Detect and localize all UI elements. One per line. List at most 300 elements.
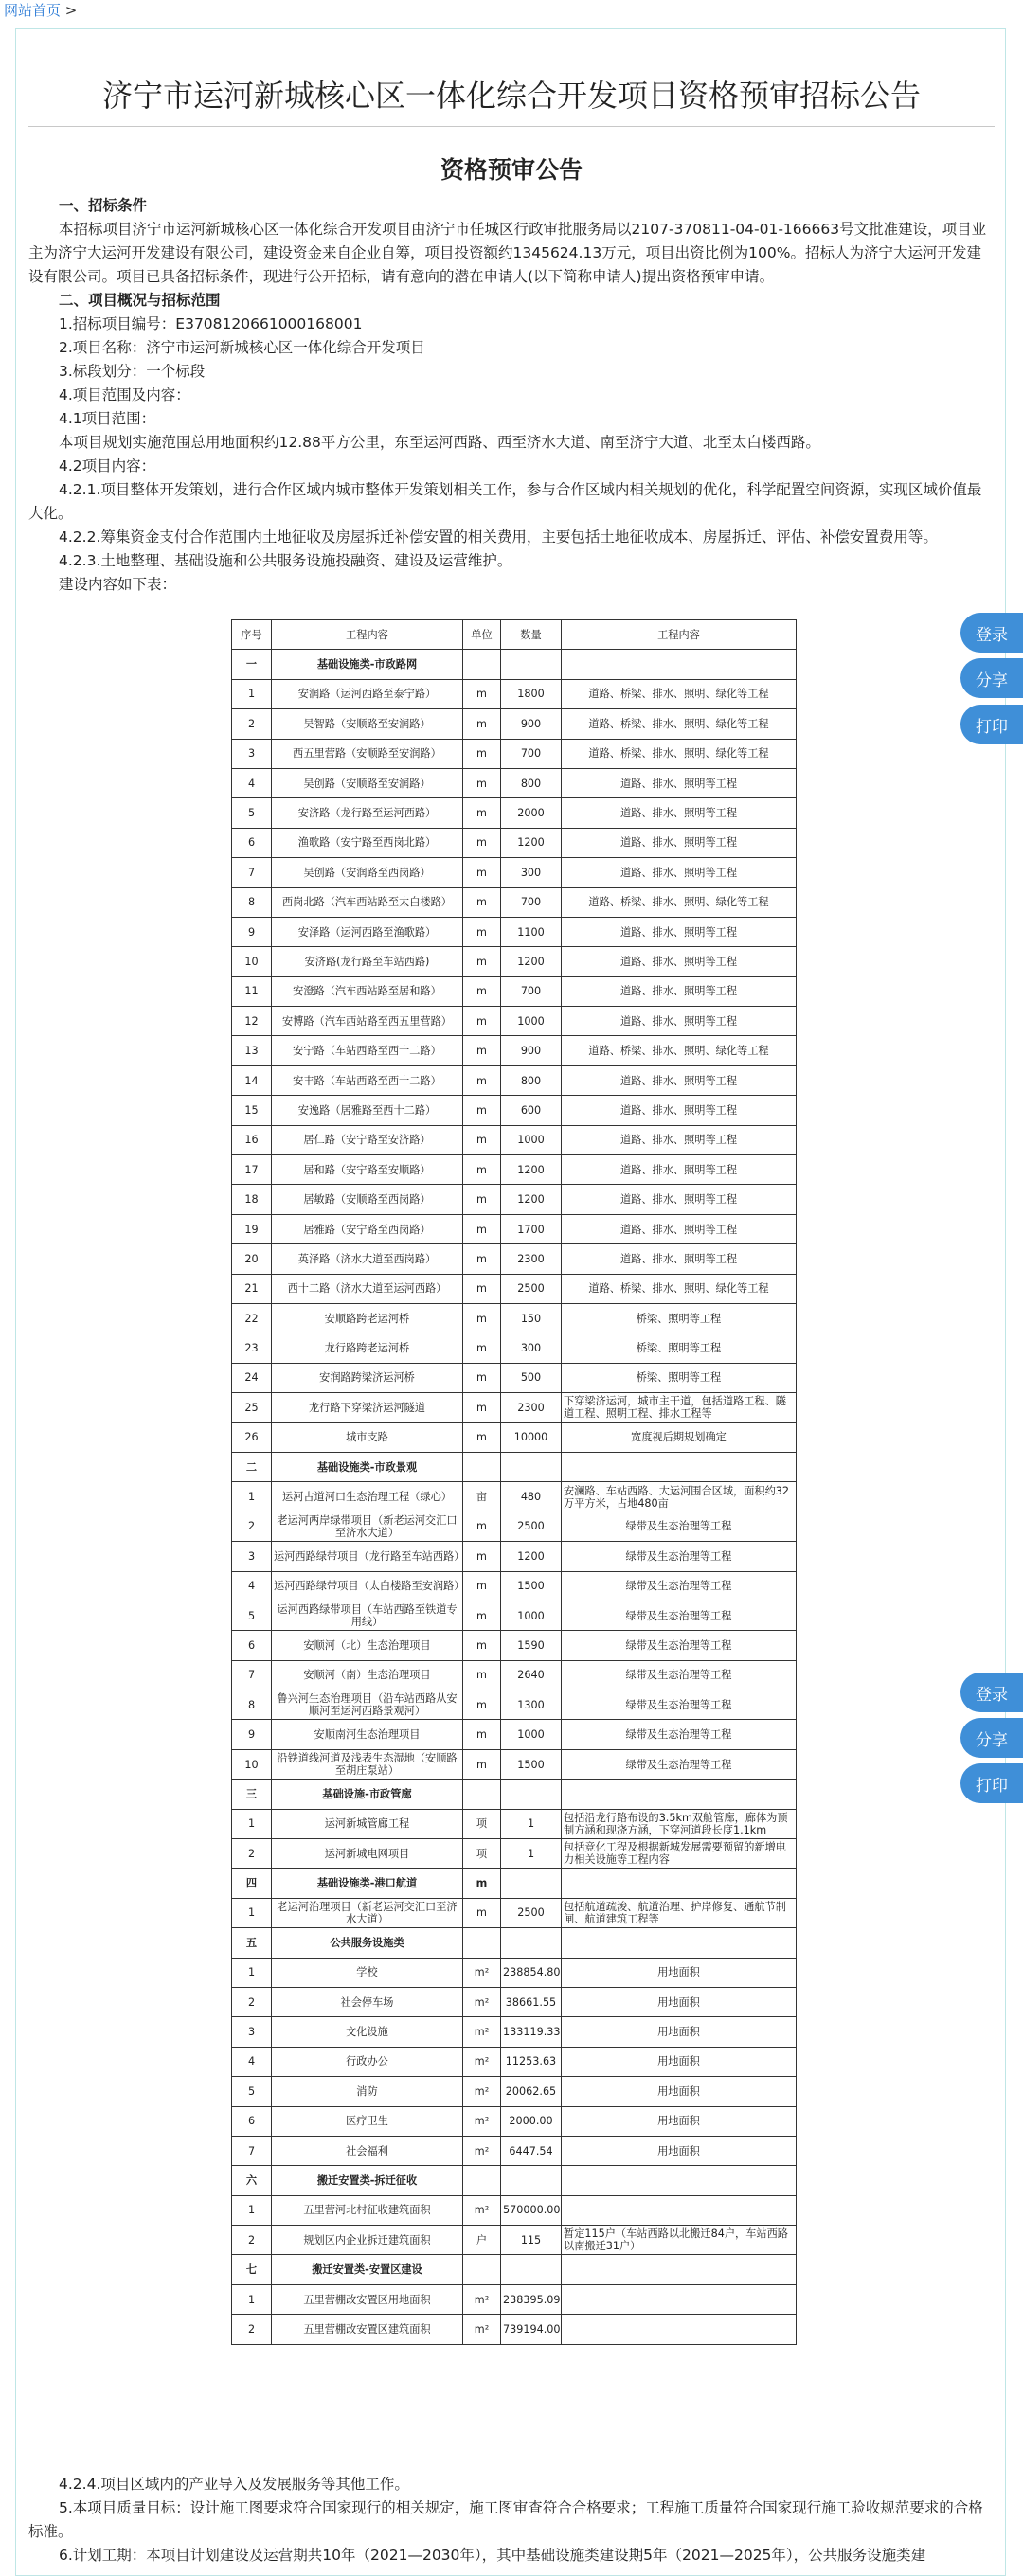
table-cell: 11 [232, 976, 272, 1006]
table-row [232, 1660, 797, 1690]
table-cell: 道路、排水、照明等工程 [562, 1185, 797, 1214]
table-cell: 2 [232, 2315, 272, 2344]
table-cell: 1100 [501, 917, 562, 946]
table-cell: 吴创路（安顺路至安润路） [272, 768, 463, 797]
table-row [232, 1422, 797, 1452]
title-divider [28, 126, 995, 127]
table-cell [562, 2255, 797, 2284]
login-button[interactable]: 登录 [960, 613, 1023, 653]
paragraph: 建设内容如下表： [59, 576, 177, 593]
table-cell: 7 [232, 858, 272, 887]
table-cell: 一 [232, 650, 272, 679]
table-row [232, 2017, 797, 2047]
table-cell: 绿带及生态治理等工程 [562, 1660, 797, 1690]
table-cell [501, 1452, 562, 1481]
table-cell: 安顺南河生态治理项目 [272, 1720, 463, 1749]
table-cell [562, 2195, 797, 2225]
table-cell: 五里营河北村征收建筑面积 [272, 2195, 463, 2225]
table-row [232, 1065, 797, 1095]
table-cell: 安顺路跨老运河桥 [272, 1303, 463, 1333]
table-cell: 3 [232, 1542, 272, 1571]
table-cell: 7 [232, 2136, 272, 2165]
notice-body-bottom [28, 2473, 995, 2567]
table-cell: 六 [232, 2166, 272, 2195]
table-cell: 安丰路（车站西路至西十二路） [272, 1065, 463, 1095]
table-cell: 七 [232, 2255, 272, 2284]
table-cell: m [463, 1542, 501, 1571]
table-cell: 700 [501, 887, 562, 917]
table-cell: 道路、排水、照明等工程 [562, 1214, 797, 1243]
table-cell [463, 1452, 501, 1481]
table-cell [463, 2166, 501, 2195]
table-row [232, 1720, 797, 1749]
table-cell [501, 2255, 562, 2284]
table-row [232, 798, 797, 828]
table-cell: m [463, 1720, 501, 1749]
table-row [232, 1214, 797, 1243]
table-cell: 安顺河（南）生态治理项目 [272, 1660, 463, 1690]
table-cell: 20 [232, 1244, 272, 1274]
table-cell: 绿带及生态治理等工程 [562, 1571, 797, 1601]
table-cell: 1000 [501, 1601, 562, 1630]
table-cell: 安济路(龙行路至车站西路) [272, 947, 463, 976]
table-cell: 道路、排水、照明等工程 [562, 1125, 797, 1154]
table-cell: 5 [232, 1601, 272, 1630]
table-cell: 6 [232, 1631, 272, 1660]
table-cell: 绿带及生态治理等工程 [562, 1749, 797, 1779]
table-cell: 英泽路（济水大道至西岗路） [272, 1244, 463, 1274]
table-cell: 道路、桥梁、排水、照明、绿化等工程 [562, 887, 797, 917]
table-cell: 基础设施类-市政路网 [272, 650, 463, 679]
table-cell: m [463, 1601, 501, 1630]
table-row [232, 1809, 797, 1838]
table-cell: 6 [232, 2106, 272, 2136]
paragraph: 4.2.1.项目整体开发策划，进行合作区域内城市整体开发策划相关工作，参与合作区域内相关规划的优化，科学配置空间资源，实现区域价值最大化。 [28, 481, 982, 522]
table-cell: m [463, 679, 501, 708]
paragraph: 4.2.3.土地整理、基础设施和公共服务设施投融资、建设及运营维护。 [59, 552, 512, 569]
construction-table [231, 619, 797, 2345]
print-button[interactable]: 打印 [960, 1763, 1023, 1803]
table-cell: 115 [501, 2226, 562, 2255]
print-button[interactable]: 打印 [960, 705, 1023, 744]
table-cell: 老运河治理项目（新老运河交汇口至济水大道） [272, 1898, 463, 1927]
table-cell: 公共服务设施类 [272, 1928, 463, 1958]
table-cell: 700 [501, 976, 562, 1006]
table-cell: 老运河两岸绿带项目（新老运河交汇口至济水大道） [272, 1512, 463, 1541]
table-cell: 1000 [501, 1007, 562, 1036]
table-cell: 16 [232, 1125, 272, 1154]
table-cell [562, 1780, 797, 1809]
table-cell: 二 [232, 1452, 272, 1481]
table-cell [562, 1928, 797, 1958]
table-cell: 900 [501, 709, 562, 739]
table-cell: 道路、桥梁、排水、照明、绿化等工程 [562, 739, 797, 768]
table-cell: 五里营棚改安置区建筑面积 [272, 2315, 463, 2344]
table-cell: m² [463, 2106, 501, 2136]
table-cell: 安逸路（居雅路至西十二路） [272, 1096, 463, 1125]
table-row [232, 2077, 797, 2106]
table-cell [501, 1928, 562, 1958]
table-cell: m [463, 887, 501, 917]
table-section-row [232, 1780, 797, 1809]
table-cell: m [463, 1155, 501, 1185]
table-cell: 三 [232, 1780, 272, 1809]
table-cell: 暂定115户（车站西路以北搬迁84户，车站西路以南搬迁31户） [562, 2226, 797, 2255]
table-cell: 13 [232, 1036, 272, 1065]
table-cell: 道路、排水、照明等工程 [562, 1065, 797, 1095]
table-cell: 1 [232, 2284, 272, 2314]
table-body [232, 650, 797, 2344]
table-cell: 道路、排水、照明等工程 [562, 1007, 797, 1036]
table-row [232, 1393, 797, 1422]
table-cell: 安澄路（汽车西站路至居和路） [272, 976, 463, 1006]
table-cell: 亩 [463, 1482, 501, 1512]
table-row [232, 2047, 797, 2076]
table-row [232, 679, 797, 708]
table-cell: 搬迁安置类-拆迁征收 [272, 2166, 463, 2195]
table-cell: 运河新城电网项目 [272, 1839, 463, 1869]
table-cell: 2 [232, 1512, 272, 1541]
table-row [232, 1125, 797, 1154]
table-cell [501, 650, 562, 679]
table-cell: m [463, 1898, 501, 1927]
table-cell: 文化设施 [272, 2017, 463, 2047]
table-cell: 道路、排水、照明等工程 [562, 858, 797, 887]
table-row [232, 1096, 797, 1125]
table-cell: m [463, 1422, 501, 1452]
table-cell: 安济路（龙行路至运河西路） [272, 798, 463, 828]
breadcrumb [4, 0, 77, 20]
table-cell: 480 [501, 1482, 562, 1512]
table-cell: 道路、排水、照明等工程 [562, 976, 797, 1006]
table-cell: 安顺河（北）生态治理项目 [272, 1631, 463, 1660]
table-cell: m [463, 709, 501, 739]
table-cell: 用地面积 [562, 1987, 797, 2016]
paragraph: 4.2.2.筹集资金支付合作范围内土地征收及房屋拆迁补偿安置的相关费用，主要包括土地征收成本、房屋拆迁、评估、补偿安置费用等。 [59, 528, 938, 546]
table-row [232, 2315, 797, 2344]
table-cell: 用地面积 [562, 2136, 797, 2165]
table-cell: 运河西路绿带项目（车站西路至铁道专用线） [272, 1601, 463, 1630]
table-cell: 133119.33 [501, 2017, 562, 2047]
table-cell: 1700 [501, 1214, 562, 1243]
table-cell: 社会福利 [272, 2136, 463, 2165]
table-cell: 1000 [501, 1125, 562, 1154]
paragraph: 1.招标项目编号：E3708120661000168001 [59, 315, 363, 332]
paragraph: 4.2项目内容： [59, 457, 156, 474]
table-cell: 26 [232, 1422, 272, 1452]
table-row [232, 1274, 797, 1303]
table-section-row [232, 1928, 797, 1958]
table-row [232, 2106, 797, 2136]
table-section-row [232, 2255, 797, 2284]
table-cell: m² [463, 2315, 501, 2344]
table-cell: 项 [463, 1839, 501, 1869]
table-cell [562, 2315, 797, 2344]
share-button[interactable]: 分享 [960, 658, 1023, 698]
table-cell: m [463, 1007, 501, 1036]
table-row [232, 976, 797, 1006]
paragraph: 2.项目名称：济宁市运河新城核心区一体化综合开发项目 [59, 339, 425, 356]
table-section-row [232, 2166, 797, 2195]
table-cell: 2000.00 [501, 2106, 562, 2136]
table-cell: 1 [501, 1809, 562, 1838]
table-section-row [232, 1452, 797, 1481]
breadcrumb-home-link[interactable]: 网站首页 [4, 2, 62, 19]
table-cell: m [463, 1631, 501, 1660]
table-cell: 五里营棚改安置区用地面积 [272, 2284, 463, 2314]
table-cell: 1300 [501, 1690, 562, 1720]
table-cell: 户 [463, 2226, 501, 2255]
table-row [232, 1185, 797, 1214]
table-cell: 18 [232, 1185, 272, 1214]
table-cell: m [463, 1749, 501, 1779]
table-cell: 25 [232, 1393, 272, 1422]
table-cell: 城市支路 [272, 1422, 463, 1452]
table-cell: m [463, 1036, 501, 1065]
table-row [232, 1333, 797, 1363]
table-cell: 学校 [272, 1958, 463, 1987]
table-cell: 238854.80 [501, 1958, 562, 1987]
table-cell: 5 [232, 2077, 272, 2106]
table-cell: m [463, 1690, 501, 1720]
table-row [232, 1631, 797, 1660]
table-cell [562, 2166, 797, 2195]
table-cell: 4 [232, 2047, 272, 2076]
table-cell: 包括竞化工程及根据新城发展需要预留的新增电力相关设施等工程内容 [562, 1839, 797, 1869]
table-cell: 1 [232, 1898, 272, 1927]
notice-subtitle: 资格预审公告 [440, 156, 583, 184]
table-cell: 21 [232, 1274, 272, 1303]
table-cell: 800 [501, 768, 562, 797]
table-row [232, 887, 797, 917]
table-cell [463, 2255, 501, 2284]
table-row [232, 858, 797, 887]
table-cell: 1200 [501, 947, 562, 976]
table-cell: 6447.54 [501, 2136, 562, 2165]
table-cell: 8 [232, 1690, 272, 1720]
table-cell: 西岗北路（汽车西站路至太白楼路） [272, 887, 463, 917]
table-row [232, 1749, 797, 1779]
table-cell: m [463, 1571, 501, 1601]
table-cell: 150 [501, 1303, 562, 1333]
table-cell: m [463, 1274, 501, 1303]
table-cell: 1200 [501, 1542, 562, 1571]
table-cell: 600 [501, 1096, 562, 1125]
table-cell: m² [463, 2047, 501, 2076]
table-cell: 1500 [501, 1571, 562, 1601]
table-cell: 7 [232, 1660, 272, 1690]
table-cell: 基础设施-市政管廊 [272, 1780, 463, 1809]
table-cell: 安润路跨梁济运河桥 [272, 1363, 463, 1392]
table-row [232, 1690, 797, 1720]
table-cell: m [463, 976, 501, 1006]
table-cell: 道路、排水、照明等工程 [562, 947, 797, 976]
table-cell: 2000 [501, 798, 562, 828]
table-cell: 2500 [501, 1512, 562, 1541]
table-cell: 20062.65 [501, 2077, 562, 2106]
table-section-row [232, 650, 797, 679]
table-row [232, 1571, 797, 1601]
table-cell: m² [463, 2195, 501, 2225]
table-row [232, 1007, 797, 1036]
table-cell: m [463, 1393, 501, 1422]
table-row [232, 1363, 797, 1392]
table-cell: 5 [232, 798, 272, 828]
table-cell: 运河西路绿带项目（太白楼路至安润路） [272, 1571, 463, 1601]
table-cell: 用地面积 [562, 1958, 797, 1987]
table-cell: 500 [501, 1363, 562, 1392]
table-cell: 24 [232, 1363, 272, 1392]
table-cell: 居仁路（安宁路至安济路） [272, 1125, 463, 1154]
table-cell: 10 [232, 947, 272, 976]
table-cell: m² [463, 2077, 501, 2106]
table-header-row [232, 620, 797, 650]
table-row [232, 1958, 797, 1987]
table-cell: 医疗卫生 [272, 2106, 463, 2136]
paragraph: 3.标段划分：一个标段 [59, 363, 206, 380]
page-title: 济宁市运河新城核心区一体化综合开发项目资格预审招标公告 [101, 78, 921, 114]
table-cell: 基础设施类-港口航道 [272, 1869, 463, 1898]
table-cell: 渔歌路（安宁路至西岗北路） [272, 828, 463, 857]
table-cell: 9 [232, 917, 272, 946]
login-button[interactable]: 登录 [960, 1673, 1023, 1712]
table-cell [501, 1780, 562, 1809]
table-row [232, 1839, 797, 1869]
table-row [232, 1155, 797, 1185]
table-cell: 1590 [501, 1631, 562, 1660]
table-cell: m [463, 768, 501, 797]
table-cell: 安博路（汽车西站路至西五里营路） [272, 1007, 463, 1036]
table-cell: 19 [232, 1214, 272, 1243]
table-row [232, 2195, 797, 2225]
table-cell: 鲁兴河生态治理项目（沿车站西路从安顺河至运河西路景观河） [272, 1690, 463, 1720]
table-cell: 安泽路（运河西路至渔歌路） [272, 917, 463, 946]
table-cell: 道路、排水、照明等工程 [562, 917, 797, 946]
table-cell: 包括航道疏浚、航道治理、护岸修复、通航节制闸、航道建筑工程等 [562, 1898, 797, 1927]
paragraph: 4.2.4.项目区域内的产业导入及发展服务等其他工作。 [59, 2476, 409, 2493]
table-cell: 2500 [501, 1898, 562, 1927]
table-cell [463, 650, 501, 679]
table-row [232, 2284, 797, 2314]
share-button[interactable]: 分享 [960, 1718, 1023, 1758]
table-cell: 安宁路（车站西路至西十二路） [272, 1036, 463, 1065]
table-cell: 桥梁、照明等工程 [562, 1363, 797, 1392]
table-cell: 700 [501, 739, 562, 768]
table-cell: 300 [501, 858, 562, 887]
table-cell: 包括沿龙行路布设的3.5km双舱管廊，廊体为预制方涵和现浇方涵，下穿河道段长度1.1km [562, 1809, 797, 1838]
table-cell: 绿带及生态治理等工程 [562, 1690, 797, 1720]
table-cell: m² [463, 2136, 501, 2165]
column-header: 工程内容 [272, 620, 463, 650]
table-cell [463, 1928, 501, 1958]
table-cell: m [463, 1303, 501, 1333]
table-cell: 基础设施类-市政景观 [272, 1452, 463, 1481]
table-row [232, 1987, 797, 2016]
table-cell: 绿带及生态治理等工程 [562, 1720, 797, 1749]
table-cell: 行政办公 [272, 2047, 463, 2076]
table-row [232, 1303, 797, 1333]
table-cell: 17 [232, 1155, 272, 1185]
paragraph: 本招标项目济宁市运河新城核心区一体化综合开发项目由济宁市任城区行政审批服务局以2107-370811-04-01-166663号文批准建设，项目业主为济宁大运河开发建设有限公司，建设资金来自企业自筹，项目投资额约1345624.13万元，项目出资比例为100%。招标人为济宁大运河开发建设有限公司。项目已具备招标条件，现进行公开招标，请有意向的潜在申请人(以下简称申请人)提出资格预审申请。 [28, 221, 987, 285]
table-cell: 用地面积 [562, 2106, 797, 2136]
table-cell: 绿带及生态治理等工程 [562, 1542, 797, 1571]
table-cell: 道路、桥梁、排水、照明、绿化等工程 [562, 1036, 797, 1065]
table-cell: 2300 [501, 1244, 562, 1274]
table-cell: 3 [232, 2017, 272, 2047]
breadcrumb-separator: > [64, 2, 78, 19]
table-cell: 2640 [501, 1660, 562, 1690]
table-cell: m² [463, 2017, 501, 2047]
table-cell: 4 [232, 768, 272, 797]
table-cell: m [463, 1125, 501, 1154]
table-cell: 吴创路（安润路至西岗路） [272, 858, 463, 887]
table-row [232, 1898, 797, 1927]
table-cell: 9 [232, 1720, 272, 1749]
table-row [232, 1244, 797, 1274]
table-cell: 居雅路（安宁路至西岗路） [272, 1214, 463, 1243]
table-cell: 10000 [501, 1422, 562, 1452]
table-cell: 安澜路、车站西路、大运河围合区域，面积约32万平方米，占地480亩 [562, 1482, 797, 1512]
table-cell: 12 [232, 1007, 272, 1036]
table-cell: m [463, 1869, 501, 1898]
table-cell: 1200 [501, 1185, 562, 1214]
table-row [232, 709, 797, 739]
table-cell: m [463, 947, 501, 976]
table-cell: 搬迁安置类-安置区建设 [272, 2255, 463, 2284]
table-row [232, 917, 797, 946]
table-cell: 龙行路下穿梁济运河隧道 [272, 1393, 463, 1422]
table-row [232, 2226, 797, 2255]
table-cell: 238395.09 [501, 2284, 562, 2314]
paragraph: 本项目规划实施范围总用地面积约12.88平方公里，东至运河西路、西至济水大道、南至济宁大道、北至太白楼西路。 [59, 434, 820, 451]
column-header: 数量 [501, 620, 562, 650]
table-row [232, 947, 797, 976]
table-cell: 道路、排水、照明等工程 [562, 1096, 797, 1125]
table-cell: 570000.00 [501, 2195, 562, 2225]
table-cell: m [463, 1363, 501, 1392]
table-cell: 739194.00 [501, 2315, 562, 2344]
table-cell: 下穿梁济运河，城市主干道，包括道路工程、隧道工程、照明工程、排水工程等 [562, 1393, 797, 1422]
table-cell: 居和路（安宁路至安顺路） [272, 1155, 463, 1185]
table-cell: 道路、排水、照明等工程 [562, 1155, 797, 1185]
table-cell: 1000 [501, 1720, 562, 1749]
table-cell [562, 1869, 797, 1898]
column-header: 单位 [463, 620, 501, 650]
table-cell: 1500 [501, 1749, 562, 1779]
table-cell: 运河西路绿带项目（龙行路至车站西路） [272, 1542, 463, 1571]
table-cell: 2 [232, 709, 272, 739]
notice-body-top [28, 194, 995, 597]
table-cell: 绿带及生态治理等工程 [562, 1601, 797, 1630]
table-cell: 1 [232, 1809, 272, 1838]
table-cell: 1200 [501, 828, 562, 857]
table-cell: 2500 [501, 1274, 562, 1303]
table-cell: 1 [232, 2195, 272, 2225]
table-cell: 居敏路（安顺路至西岗路） [272, 1185, 463, 1214]
table-row [232, 1036, 797, 1065]
table-cell: 四 [232, 1869, 272, 1898]
table-cell: 道路、桥梁、排水、照明、绿化等工程 [562, 1274, 797, 1303]
table-cell: 五 [232, 1928, 272, 1958]
table-cell: 绿带及生态治理等工程 [562, 1512, 797, 1541]
table-row [232, 739, 797, 768]
table-row [232, 1482, 797, 1512]
table-cell: m [463, 1065, 501, 1095]
table-row [232, 828, 797, 857]
table-cell: 运河新城管廊工程 [272, 1809, 463, 1838]
table-cell: 项 [463, 1809, 501, 1838]
table-row [232, 1542, 797, 1571]
